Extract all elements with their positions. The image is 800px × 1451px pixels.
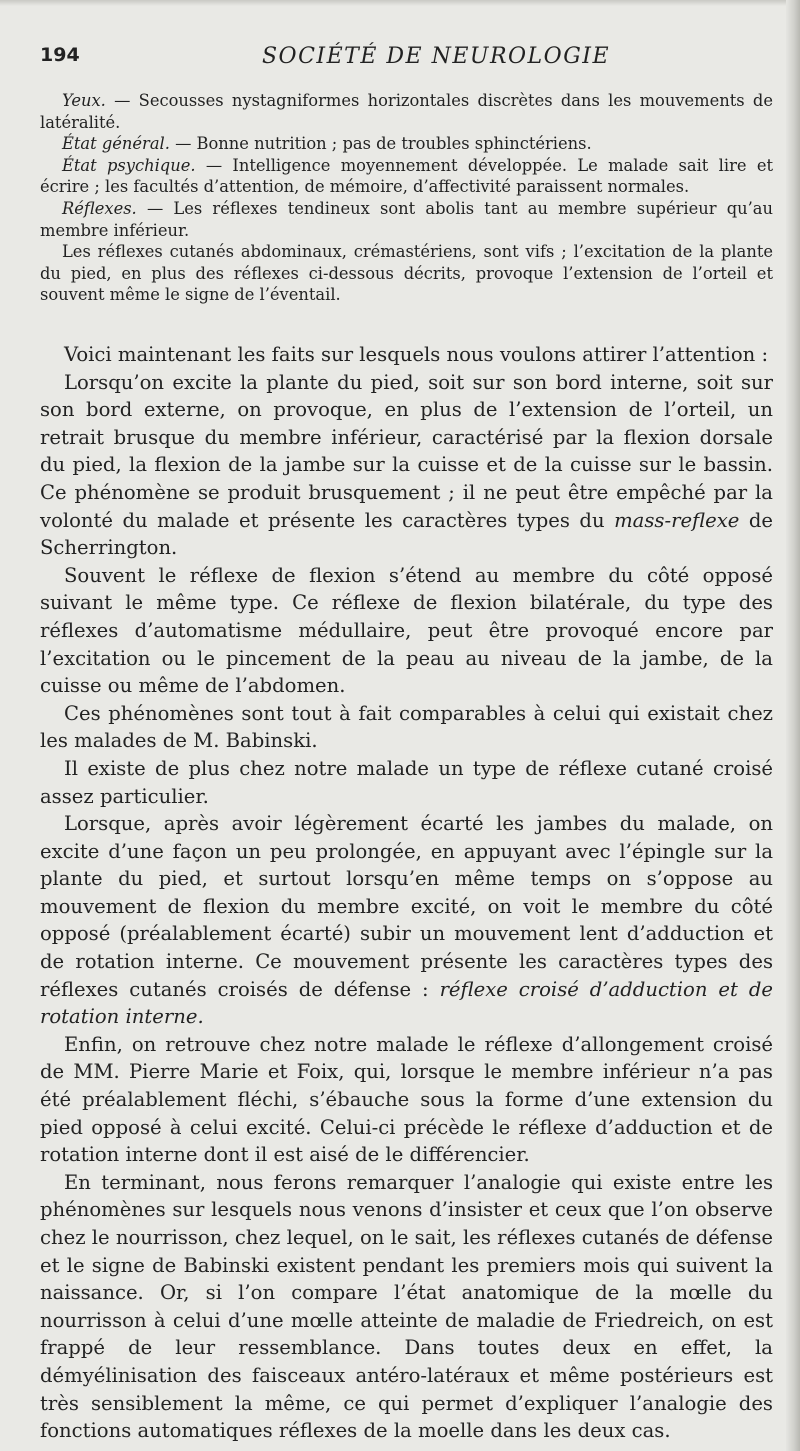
note-text: — Secousses nystagniformes horizontales discrètes dans les mouvements de latéralité. (40, 91, 773, 132)
note-lead: État psychique. (62, 155, 196, 175)
scan-right-edge (786, 0, 800, 1451)
paragraph: En terminant, nous ferons remarquer l’analogie qui existe entre les phénomènes sur lesquels nous venons d’insister et ceux que l’on observe chez le nourrisson, chez lequel, on le sait, les réflexes cutanés de défense et le signe de Babinski existent pendant les premiers mois qui suivent la naissance. Or, si l’on compare l’état anatomique de la mœlle du nourrisson à celui d’une mœlle atteinte de maladie de Friedreich, on est frappé de leur ressemblance. Dans toutes deux en effet, la démyélinisation des faisceaux antéro-latéraux et même postérieurs est très sensiblement la même, ce qui permet d’expliquer l’analogie des fonctions automatiques réflexes de la moelle dans les deux cas. (40, 1170, 773, 1443)
paragraph: Il existe de plus chez notre malade un type de réflexe cutané croisé assez particulier. (40, 756, 773, 808)
page-header (40, 44, 772, 78)
note-text: — Bonne nutrition ; pas de troubles sphinctériens. (169, 134, 592, 154)
paragraph: Voici maintenant les faits sur lesquels nous voulons attirer l’attention : (64, 343, 769, 366)
note-reflexes-cutanes (40, 241, 773, 306)
main-text (40, 341, 773, 1445)
note-text: — Les réflexes tendineux sont abolis tant au membre supérieur qu’au membre inférieur. (40, 198, 773, 240)
paragraph (40, 810, 773, 1031)
paragraph-text: Lorsque, après avoir légèrement écarté les jambes du malade, on excite d’une façon un peu prolongée, en appuyant avec l’épingle sur la plante du pied, et surtout lorsqu’en même temps on s’oppose au mouvement de flexion du membre excité, on voit le membre du côté opposé (préalablement écarté) subir un mouvement lent d’adduction et de rotation interne. Ce mouvement présente les caractères types des réflexes cutanés croisés de défense : (40, 812, 773, 1001)
note-reflexes (40, 198, 773, 241)
italic-term: réflexe croisé d’adduction et de rotation interne. (40, 977, 773, 1029)
paragraph: Ces phénomènes sont tout à fait comparables à celui qui existait chez les malades de M. Babinski. (40, 701, 773, 753)
running-title: SOCIÉTÉ DE NEUROLOGIE (261, 44, 611, 69)
paragraph: Souvent le réflexe de flexion s’étend au membre du côté opposé suivant le même type. Ce réflexe de flexion bilatérale, du type des réflexes d’automatisme médullaire, peut être provoqué encore par l’excitation ou le pincement de la peau au niveau de la jambe, de la cuisse ou même de l’abdomen. (40, 563, 773, 698)
note-lead: Réflexes. (62, 198, 137, 218)
note-etat-general (40, 133, 773, 155)
scan-top-edge (0, 0, 800, 6)
paragraph (40, 369, 773, 562)
italic-term: mass-reflexe (614, 508, 740, 532)
note-text: — Intelligence moyennement développée. Le malade sait lire et écrire ; les facultés d’attention, de mémoire, d’affectivité paraissent normales. (40, 155, 773, 197)
page-number: 194 (40, 44, 80, 66)
paragraph-text: Lorsqu’on excite la plante du pied, soit sur son bord interne, soit sur son bord externe, on provoque, en plus de l’extension de l’orteil, un retrait brusque du membre inférieur, caractérisé par la flexion dorsale du pied, la flexion de la jambe sur la cuisse et de la cuisse sur le bassin. Ce phénomène se produit brusquement ; il ne peut être empêché par la volonté du malade et présente les caractères types du (40, 370, 773, 532)
note-lead: Yeux. (62, 91, 106, 110)
note-yeux (40, 90, 773, 133)
note-text: Les réflexes cutanés abdominaux, crémastériens, sont vifs ; l’excitation de la plante du pied, en plus des réflexes ci-dessous décrits, provoque l’extension de l’orteil et souvent même le signe de l’éventail. (40, 242, 773, 305)
paragraph: Enfin, on retrouve chez notre malade le réflexe d’allongement croisé de MM. Pierre Marie et Foix, qui, lorsque le membre inférieur n’a pas été préalablement fléchi, s’ébauche sous la forme d’une extension du pied opposé à celui excité. Celui-ci précède le réflexe d’adduction et de rotation interne dont il est aisé de le différencier. (40, 1032, 773, 1167)
note-etat-psychique (40, 155, 773, 198)
note-lead: État général. (62, 134, 170, 154)
paragraph-text: de Scherrington. (40, 508, 773, 560)
observation-notes (40, 90, 773, 306)
